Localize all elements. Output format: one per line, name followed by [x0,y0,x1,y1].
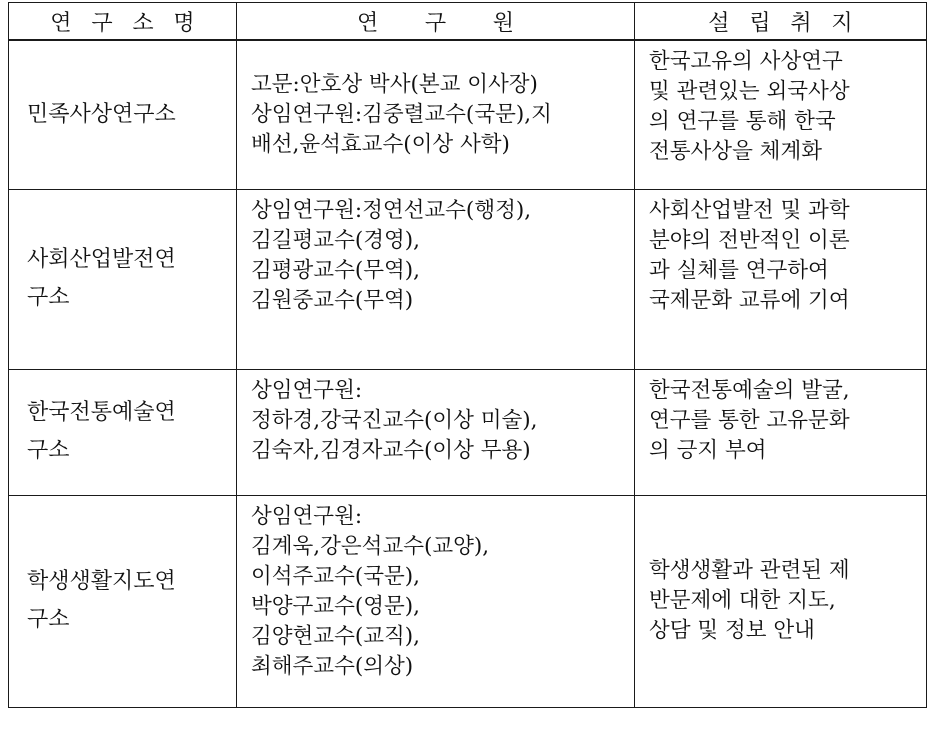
purpose-line: 연구를 통한 고유문화 [649,407,850,433]
researcher-line: 김계욱,강은석교수(교양), [251,533,490,559]
researchers-cell [237,189,635,369]
researchers-cell [237,369,635,495]
researcher-line: 김숙자,김경자교수(이상 무용) [251,437,531,463]
institute-name-line: 구소 [27,607,70,632]
researcher-line: 김원중교수(무역) [251,287,414,313]
researcher-line: 고문:안호상 박사(본교 이사장) [251,71,538,97]
purpose-cell [635,369,927,495]
institute-name-line: 한국전통예술연 [27,400,176,425]
purpose-line: 한국고유의 사상연구 [649,49,843,74]
purpose-line: 의 연구를 통해 한국 [649,109,836,134]
researcher-line: 이석주교수(국문), [251,563,420,589]
table-row [9,369,927,495]
researcher-line: 상임연구원:김중렬교수(국문),지 [251,101,552,127]
purpose-line: 반문제에 대한 지도, [649,588,836,613]
purpose-line: 전통사상을 체계화 [649,139,822,164]
purpose-line: 상담 및 정보 안내 [649,618,815,643]
institute-name-cell [9,369,237,495]
institute-name-line: 사회산업발전연 [27,247,176,272]
researcher-line: 상임연구원: [251,503,363,529]
institute-name-cell [9,189,237,369]
table-header-row [9,3,927,41]
researcher-line: 정하경,강국진교수(이상 미술), [251,407,538,433]
purpose-cell [635,495,927,707]
purpose-line: 및 관련있는 외국사상 [649,79,850,104]
institute-name-line: 학생생활지도연 [27,569,176,594]
researcher-line: 김길평교수(경영), [251,227,420,253]
researcher-line: 김양현교수(교직), [251,623,420,649]
purpose-line: 과 실체를 연구하여 [649,257,829,283]
researcher-line: 상임연구원: [251,377,363,403]
table-row [9,40,927,189]
researcher-line: 배선,윤석효교수(이상 사학) [251,131,510,157]
researchers-cell [237,40,635,189]
researcher-line: 최해주교수(의상) [251,653,414,679]
researcher-line: 박양구교수(영문), [251,593,420,619]
header-institute-name: 연구소명 [9,3,237,41]
header-purpose: 설립취지 [635,3,927,41]
purpose-line: 학생생활과 관련된 제 [649,558,850,583]
researchers-cell [237,495,635,707]
institute-name-cell [9,40,237,189]
purpose-line: 한국전통예술의 발굴, [649,377,850,403]
institute-name-cell [9,495,237,707]
research-institutes-table [8,2,927,708]
purpose-line: 의 긍지 부여 [649,437,767,463]
purpose-cell [635,189,927,369]
header-researchers: 연 구 원 [237,3,635,41]
institute-name-line: 구소 [27,438,70,463]
institute-name-line: 민족사상연구소 [27,101,176,127]
institute-name-line: 구소 [27,285,70,310]
purpose-line: 사회산업발전 및 과학 [649,197,850,223]
purpose-line: 국제문화 교류에 기여 [649,287,850,313]
table-row [9,495,927,707]
table-row [9,189,927,369]
researcher-line: 상임연구원:정연선교수(행정), [251,197,532,223]
purpose-cell [635,40,927,189]
purpose-line: 분야의 전반적인 이론 [649,227,850,253]
researcher-line: 김평광교수(무역), [251,257,420,283]
